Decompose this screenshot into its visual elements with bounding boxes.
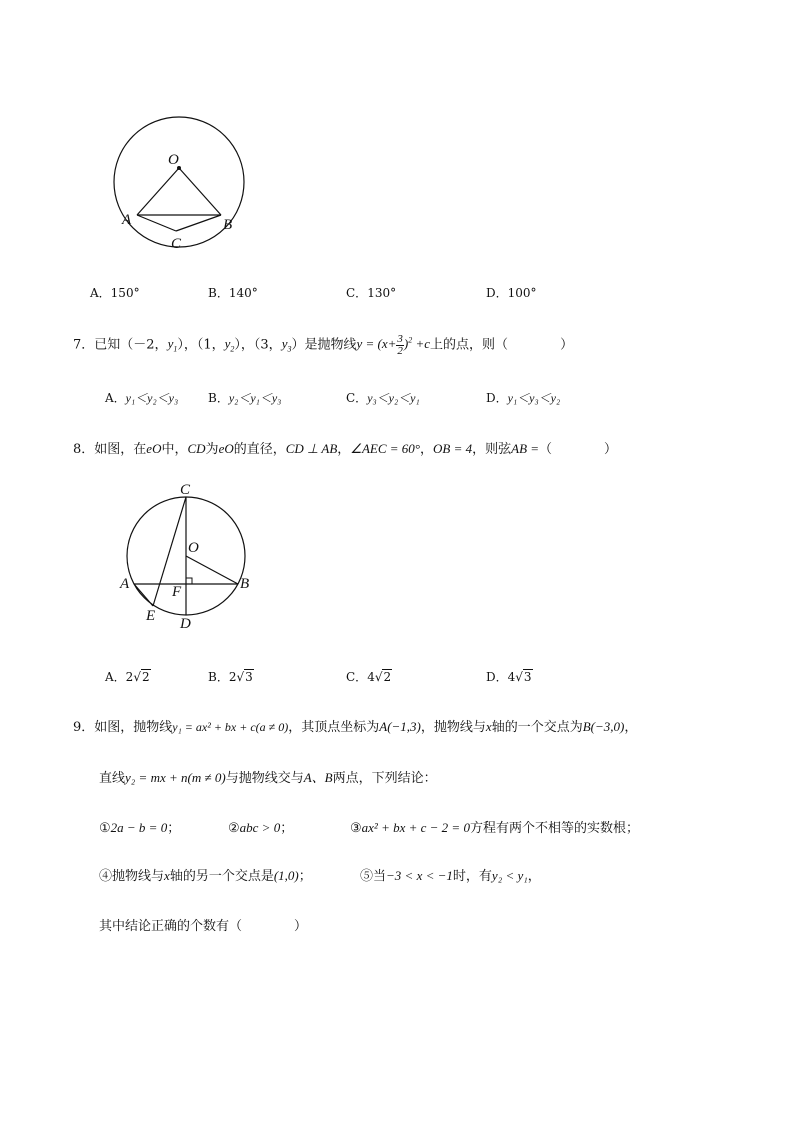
label-b: B	[223, 217, 233, 233]
q9-conclusion-1: ①2a − b = 0；	[99, 820, 181, 836]
q7-option-d[interactable]: D．y₁＜y₃＜y₂	[486, 391, 561, 405]
label-c: C	[171, 236, 182, 252]
label-e: E	[146, 608, 156, 624]
q9-conclusion-2: ②abc > 0；	[228, 820, 294, 836]
q7-option-b[interactable]: B．y₂＜y₁＜y₃	[208, 391, 282, 405]
label-f: F	[172, 584, 182, 600]
segment-ob	[186, 556, 238, 584]
q9-stem-line2: 直线y₂ = mx + n(m ≠ 0)与抛物线交与A、B两点，下列结论：	[99, 770, 437, 786]
q8-option-c[interactable]: C．4√2	[346, 670, 392, 684]
fraction-three-halves: $\frac{3}{2}$	[397, 332, 403, 357]
q8-option-b[interactable]: B．2√3	[208, 670, 253, 684]
q9-conclusion-4: ④抛物线与x轴的另一个交点是(1,0)；	[99, 868, 312, 884]
q8-stem: 8．如图，在eO中，CD为eO的直径，CD ⊥ AB，∠AEC = 60°，OB = 4，则弦AB =（ ）	[73, 441, 618, 457]
q8-option-a[interactable]: A．2√2	[105, 670, 150, 684]
q9-conclusion-3: ③ax² + bx + c − 2 = 0方程有两个不相等的实数根；	[350, 820, 639, 836]
label-o: O	[168, 152, 179, 168]
figure-circle-cd-ab	[112, 478, 262, 636]
q7-option-c[interactable]: C．y₃＜y₂＜y₁	[346, 391, 420, 405]
q6-option-c[interactable]: C．130°	[346, 286, 397, 300]
segment-ac	[137, 215, 176, 231]
parabola-formula: y = (x+ $\frac{3}{2}$ )$^2$ +c	[356, 332, 431, 357]
label-a: A	[120, 576, 130, 592]
segment-ob	[179, 168, 221, 215]
q8-option-d[interactable]: D．4√3	[486, 670, 532, 684]
label-o: O	[188, 540, 199, 556]
q7-option-a[interactable]: A．y₁＜y₂＜y₃	[105, 391, 179, 405]
y2: $y_2$	[224, 336, 235, 354]
label-a: A	[122, 212, 132, 228]
q9-conclusion-5: ⑤当−3 < x < −1时，有y₂ < y₁，	[360, 868, 541, 884]
q7-stem: 7．已知（－2，$y_1$），（1，$y_2$），（3，$y_3$）是抛物线y = (x+ $\frac{3}{2}$ )$^2$ +c上的点，则（ ）	[73, 332, 574, 357]
q9-stem-line1: 9．如图，抛物线y₁ = ax² + bx + c(a ≠ 0)，其顶点坐标为A(−1,3)，抛物线与x轴的一个交点为B(−3,0)，	[73, 719, 638, 735]
y3: $y_3$	[281, 336, 292, 354]
label-c: C	[180, 482, 191, 498]
q6-option-a[interactable]: A．150°	[90, 286, 140, 300]
segment-ae	[134, 584, 153, 606]
label-b: B	[240, 576, 250, 592]
q9-question-line: 其中结论正确的个数有（ ）	[99, 919, 308, 934]
right-angle-mark	[186, 578, 192, 584]
label-d: D	[180, 616, 191, 632]
figure-circle-aob	[100, 115, 260, 260]
segment-oa	[137, 168, 179, 215]
q6-option-b[interactable]: B．140°	[208, 286, 258, 300]
y1: $y_1$	[167, 336, 178, 354]
segment-bc	[176, 215, 221, 231]
q6-option-d[interactable]: D．100°	[486, 286, 537, 300]
